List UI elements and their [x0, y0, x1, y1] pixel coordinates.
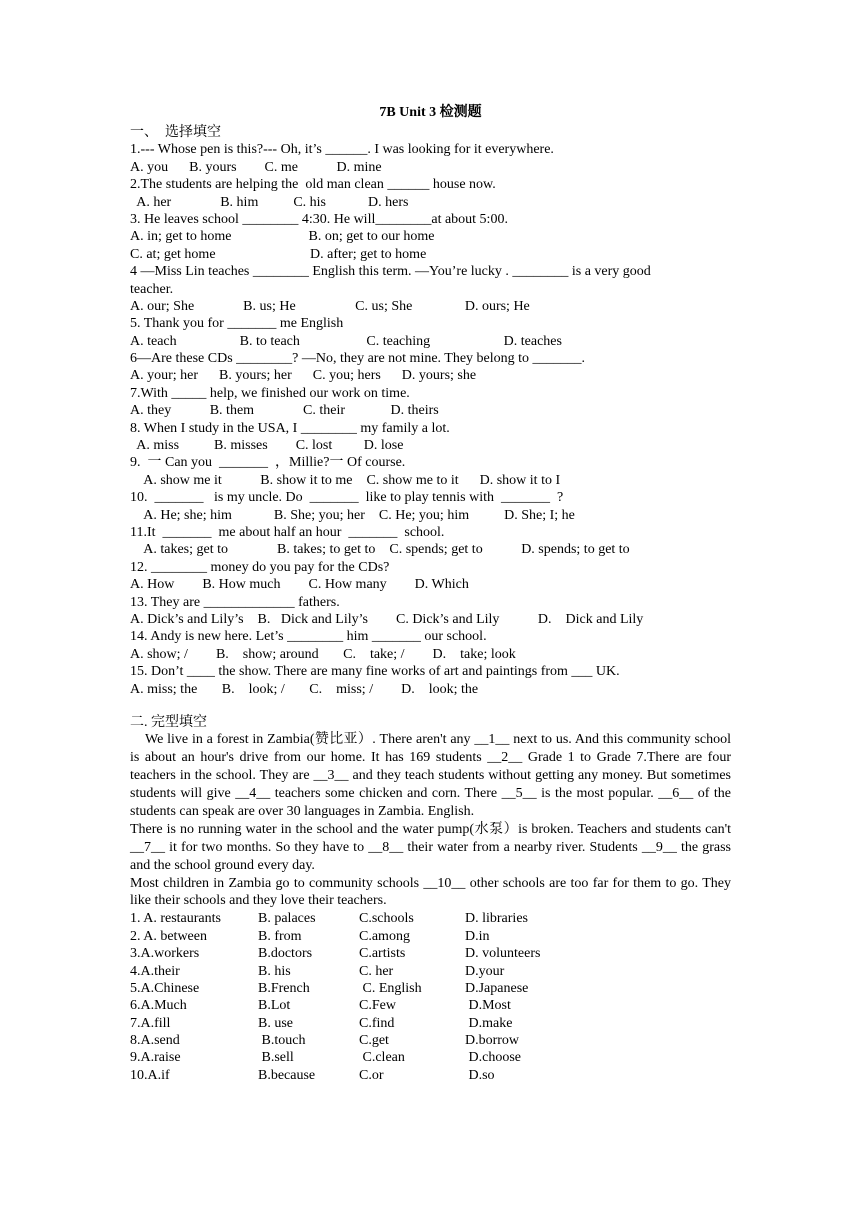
- option-choice: B.touch: [258, 1033, 306, 1049]
- option-choice: B. use: [258, 1015, 293, 1031]
- option-choice: B. palaces: [258, 911, 316, 927]
- question-line: 13. They are _____________ fathers.: [130, 594, 340, 610]
- document-page: [130, 104, 731, 1084]
- option-choice: 2. A. between: [130, 928, 207, 944]
- question-line: 10. _______ is my uncle. Do _______ like to play tennis with _______ ?: [130, 490, 564, 506]
- option-choice: D.make: [465, 1015, 513, 1031]
- option-choice: B. his: [258, 963, 291, 979]
- question-line: A. teach B. to teach C. teaching D. teaches: [130, 333, 562, 349]
- section2-heading: 二. 完型填空: [130, 714, 207, 730]
- question-line: A. miss; the B. look; / C. miss; / D. look; the: [130, 681, 479, 697]
- cloze-passage: [130, 731, 731, 910]
- option-choice: C.among: [359, 928, 410, 944]
- option-choice: C.find: [359, 1015, 395, 1031]
- option-row: [130, 1032, 731, 1049]
- question-line: A. your; her B. yours; her C. you; hers D. yours; she: [130, 368, 477, 384]
- section1-questions: [130, 141, 731, 698]
- option-choice: 9.A.raise: [130, 1050, 181, 1066]
- question-line: 6—Are these CDs ________? —No, they are not mine. They belong to _______.: [130, 351, 586, 367]
- option-choice: B.because: [258, 1067, 316, 1083]
- passage-paragraph: We live in a forest in Zambia(赞比亚）. There aren't any __1__ next to us. And this community school is about an hour's drive from our home. It has 169 students __2__ Grade 1 to Grade 7.There are four teachers in the school. They are __3__ and they teach students without getting any money. But sometimes students will give __4__ teachers some chicken and corn. There __5__ is the most popular. __6__ of the students can speak are over 30 languages in Zambia. English.: [130, 732, 731, 819]
- option-choice: C.artists: [359, 946, 406, 962]
- option-choice: C. English: [359, 980, 422, 996]
- section-gap: [130, 698, 731, 714]
- section1-heading: 一、 选择填空: [130, 125, 221, 140]
- option-choice: 7.A.fill: [130, 1015, 171, 1031]
- question-line: 15. Don’t ____ the show. There are many fine works of art and paintings from ___ UK.: [130, 664, 620, 680]
- question-line: A. her B. him C. his D. hers: [130, 194, 409, 210]
- option-choice: 5.A.Chinese: [130, 980, 200, 996]
- question-line: A. He; she; him B. She; you; her C. He; you; him D. She; I; he: [130, 507, 575, 523]
- option-choice: B.sell: [258, 1050, 294, 1066]
- option-row: [130, 945, 731, 962]
- question-line: A. show; / B. show; around C. take; / D. take; look: [130, 646, 516, 662]
- question-line: 5. Thank you for _______ me English: [130, 316, 344, 332]
- option-row: [130, 1015, 731, 1032]
- option-choice: D. volunteers: [465, 946, 541, 962]
- passage-paragraph: There is no running water in the school and the water pump(水泵）is broken. Teachers and students can't __7__ it for two months. So they have to __8__ their water from a nearby river. Students __9__ the grass and the school ground every day.: [130, 821, 731, 873]
- option-row: [130, 997, 731, 1014]
- cloze-options: [130, 910, 731, 1084]
- option-choice: D.so: [465, 1067, 495, 1083]
- option-choice: 6.A.Much: [130, 998, 187, 1014]
- option-choice: C. her: [359, 963, 394, 979]
- question-line: 4 —Miss Lin teaches ________ English this term. —You’re lucky . ________ is a very good: [130, 264, 651, 280]
- document-title: 7B Unit 3 检测题: [379, 105, 482, 120]
- option-row: [130, 928, 731, 945]
- option-row: [130, 910, 731, 927]
- question-line: 2.The students are helping the old man clean ______ house now.: [130, 177, 496, 193]
- question-line: 9. 一 Can you _______ ，Millie?一 Of course.: [130, 455, 406, 471]
- option-choice: C.or: [359, 1067, 384, 1083]
- option-choice: 8.A.send: [130, 1033, 180, 1049]
- question-line: A. How B. How much C. How many D. Which: [130, 577, 469, 593]
- option-choice: C.clean: [359, 1050, 405, 1066]
- option-choice: C.schools: [359, 911, 414, 927]
- question-line: A. Dick’s and Lily’s B. Dick and Lily’s C. Dick’s and Lily D. Dick and Lily: [130, 611, 644, 627]
- option-choice: C.Few: [359, 998, 396, 1014]
- option-choice: D. libraries: [465, 911, 528, 927]
- option-choice: B.Lot: [258, 998, 291, 1014]
- question-line: A. show me it B. show it to me C. show me to it D. show it to I: [130, 472, 561, 488]
- question-line: A. they B. them C. their D. theirs: [130, 403, 439, 419]
- option-row: [130, 1049, 731, 1066]
- option-choice: B. from: [258, 928, 302, 944]
- option-choice: 3.A.workers: [130, 946, 200, 962]
- question-line: 7.With _____ help, we finished our work on time.: [130, 385, 410, 401]
- question-line: A. in; get to home B. on; get to our home: [130, 229, 435, 245]
- option-choice: 1. A. restaurants: [130, 911, 221, 927]
- option-choice: D.in: [465, 928, 490, 944]
- option-choice: C.get: [359, 1033, 389, 1049]
- question-line: 12. ________ money do you pay for the CDs?: [130, 559, 390, 575]
- question-line: 11.It _______ me about half an hour _______ school.: [130, 524, 445, 540]
- question-line: C. at; get home D. after; get to home: [130, 246, 427, 262]
- option-choice: D.borrow: [465, 1033, 520, 1049]
- question-line: 1.--- Whose pen is this?--- Oh, it’s ______. I was looking for it everywhere.: [130, 142, 554, 158]
- question-line: A. our; She B. us; He C. us; She D. ours; He: [130, 298, 530, 314]
- question-line: A. you B. yours C. me D. mine: [130, 159, 382, 175]
- option-choice: D.Most: [465, 998, 511, 1014]
- option-choice: D.choose: [465, 1050, 521, 1066]
- option-row: [130, 1067, 731, 1084]
- question-line: A. miss B. misses C. lost D. lose: [130, 438, 404, 454]
- question-line: teacher.: [130, 281, 174, 297]
- option-choice: D.Japanese: [465, 980, 529, 996]
- option-row: [130, 980, 731, 997]
- question-line: 3. He leaves school ________ 4:30. He will________at about 5:00.: [130, 211, 508, 227]
- option-choice: D.your: [465, 963, 505, 979]
- question-line: 14. Andy is new here. Let’s ________ him _______ our school.: [130, 629, 487, 645]
- option-choice: 4.A.their: [130, 963, 180, 979]
- option-row: [130, 963, 731, 980]
- question-line: 8. When I study in the USA, I ________ my family a lot.: [130, 420, 450, 436]
- question-line: A. takes; get to B. takes; to get to C. spends; get to D. spends; to get to: [130, 542, 630, 558]
- passage-paragraph: Most children in Zambia go to community schools __10__ other schools are too far for them to go. They like their schools and they love their teachers.: [130, 875, 731, 909]
- option-choice: 10.A.if: [130, 1067, 170, 1083]
- option-choice: B.French: [258, 980, 310, 996]
- option-choice: B.doctors: [258, 946, 313, 962]
